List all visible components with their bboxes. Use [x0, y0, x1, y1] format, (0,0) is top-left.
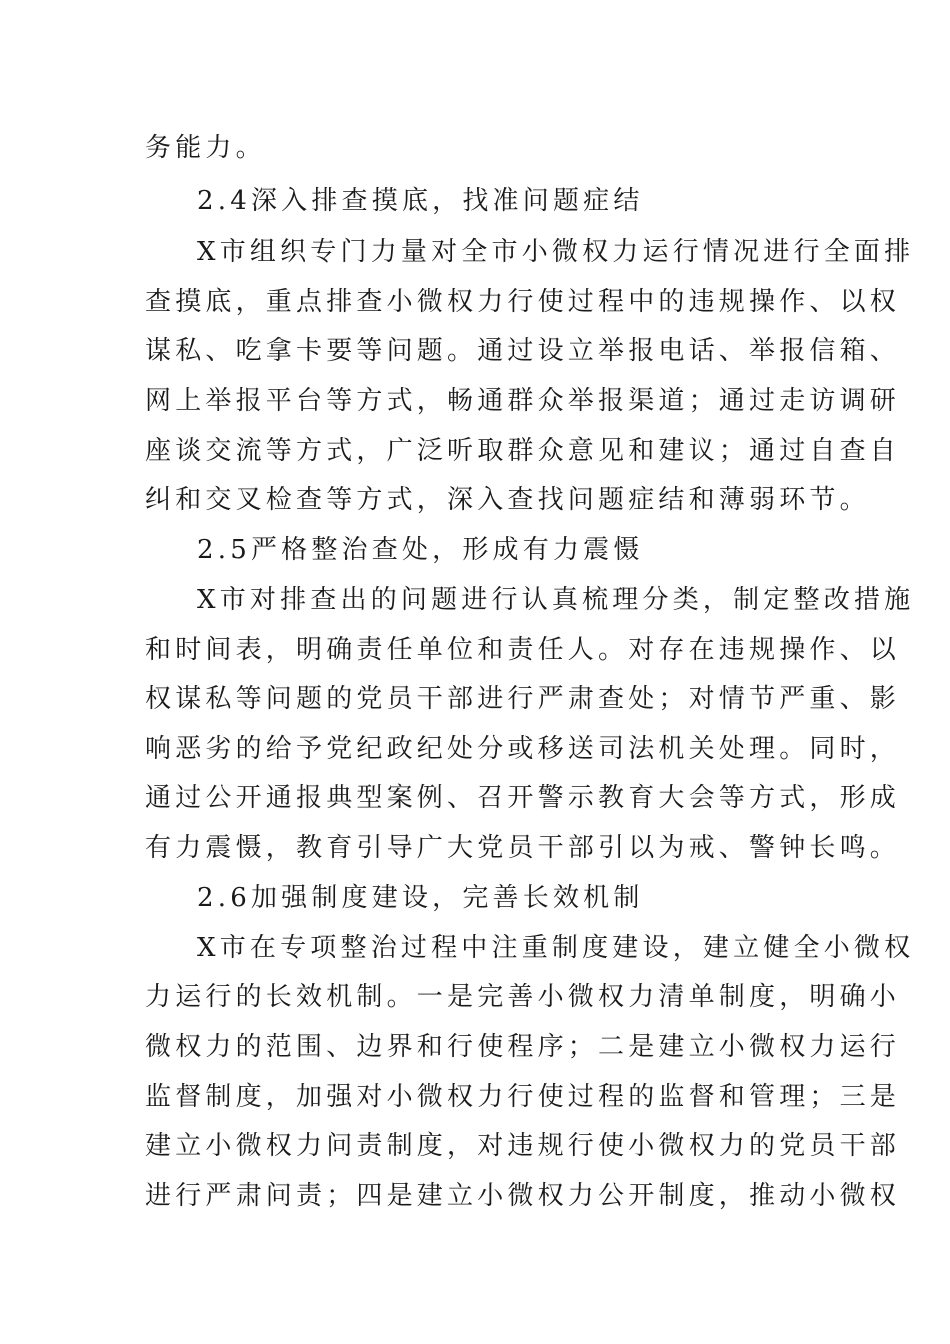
heading-text: 2.5严格整治查处，形成有力震慑 [197, 535, 644, 565]
text-line: 和时间表，明确责任单位和责任人。对存在违规操作、以 [145, 635, 901, 665]
heading-text: 2.4深入排查摸底，找准问题症结 [197, 186, 644, 216]
paragraph-line [0, 431, 950, 471]
text-line: 网上举报平台等方式，畅通群众举报渠道；通过走访调研 [145, 386, 901, 416]
section-heading-2-4 [0, 181, 950, 221]
text-line: 微权力的范围、边界和行使程序；二是建立小微权力运行 [145, 1032, 901, 1062]
paragraph-line [0, 679, 950, 719]
text-line: 建立小微权力问责制度，对违规行使小微权力的党员干部 [145, 1131, 901, 1161]
paragraph-line [0, 977, 950, 1017]
text-line: 力运行的长效机制。一是完善小微权力清单制度，明确小 [145, 982, 901, 1012]
paragraph-line [0, 580, 950, 620]
paragraph-line [0, 1126, 950, 1166]
paragraph-line [0, 828, 950, 868]
section-heading-2-5 [0, 530, 950, 570]
paragraph-line [0, 480, 950, 520]
text-line: 纠和交叉检查等方式，深入查找问题症结和薄弱环节。 [145, 485, 870, 515]
text-line: 监督制度，加强对小微权力行使过程的监督和管理；三是 [145, 1082, 901, 1112]
text-line: 查摸底，重点排查小微权力行使过程中的违规操作、以权 [145, 287, 901, 317]
paragraph-line [0, 630, 950, 670]
paragraph-line [0, 331, 950, 371]
paragraph-line [0, 128, 950, 168]
text-line: 座谈交流等方式，广泛听取群众意见和建议；通过自查自 [145, 436, 901, 466]
section-heading-2-6 [0, 878, 950, 918]
text-line: 通过公开通报典型案例、召开警示教育大会等方式，形成 [145, 783, 901, 813]
text-line: 进行严肃问责；四是建立小微权力公开制度，推动小微权 [145, 1181, 901, 1211]
heading-text: 2.6加强制度建设，完善长效机制 [197, 883, 644, 913]
text-line: 谋私、吃拿卡要等问题。通过设立举报电话、举报信箱、 [145, 336, 901, 366]
paragraph-line [0, 1027, 950, 1067]
paragraph-line [0, 1077, 950, 1117]
paragraph-line [0, 729, 950, 769]
text-line: X市在专项整治过程中注重制度建设，建立健全小微权 [197, 933, 915, 963]
text-line: X市对排查出的问题进行认真梳理分类，制定整改措施 [197, 585, 915, 615]
paragraph-line [0, 778, 950, 818]
text-line: 响恶劣的给予党纪政纪处分或移送司法机关处理。同时， [145, 734, 901, 764]
text-line: 权谋私等问题的党员干部进行严肃查处；对情节严重、影 [145, 684, 901, 714]
text-line: 有力震慑，教育引导广大党员干部引以为戒、警钟长鸣。 [145, 833, 901, 863]
paragraph-line [0, 928, 950, 968]
text-line: X市组织专门力量对全市小微权力运行情况进行全面排 [197, 237, 915, 267]
text-line: 务能力。 [145, 133, 266, 163]
paragraph-line [0, 1176, 950, 1216]
paragraph-line [0, 381, 950, 421]
paragraph-line [0, 282, 950, 322]
paragraph-line [0, 232, 950, 272]
